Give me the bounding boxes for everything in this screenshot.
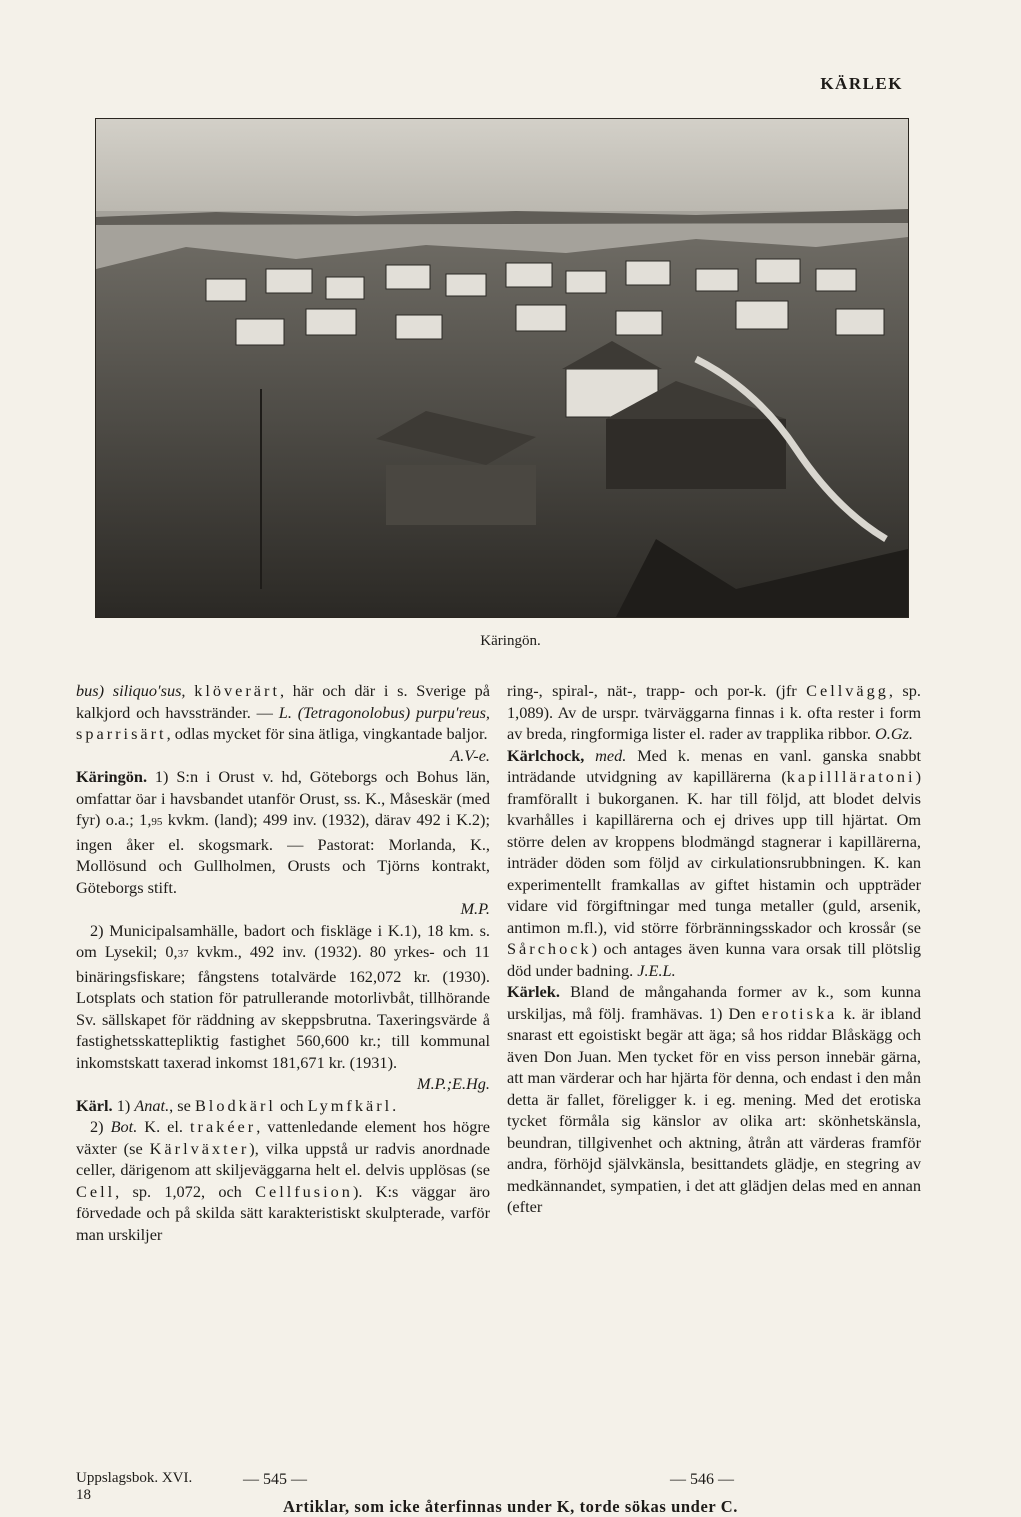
article-paragraph (76, 1095, 490, 1117)
article-paragraph (76, 766, 490, 920)
text-run: O.Gz. (875, 724, 913, 743)
photo-caption: Käringön. (480, 633, 541, 649)
text-run: Cellfusion (255, 1181, 353, 1201)
article-headword: Kärlchock, (507, 745, 585, 765)
article-paragraph (507, 680, 921, 745)
text-run: . (392, 1095, 397, 1115)
article-paragraph (76, 680, 490, 766)
text-run: sparrisärt (76, 724, 167, 743)
text-run: 1) S:n i Orust v. hd, Göteborgs och Bohus län, omfattar öar i havsbandet utanför Orust, ss. K., Måseskär (med fyr) o.a.; 1, (76, 767, 490, 829)
text-run: och (275, 1095, 308, 1115)
text-run: kvkm. (land); 499 inv. (1932), därav 492 i K.2); ingen åker el. skogsmark. — Pastorat: Morlanda, K., Mollösund och Gullholmen, Orusts och Tjörns kontrakt, Göteborgs stift. (76, 810, 490, 897)
photo-kaeringon (95, 118, 909, 618)
text-run: , odlas mycket för sina ätliga, vingkantade baljor. (166, 724, 488, 743)
left-column (76, 680, 490, 1245)
text-run: , sp. 1,072, och (115, 1181, 256, 1201)
text-run: ring-, spiral-, nät-, trapp- och por-k. (jfr (507, 681, 807, 700)
text-run: L. (278, 702, 292, 722)
text-run: (Tetragonolobus) purpu′reus, (297, 702, 491, 722)
article-paragraph (76, 1116, 490, 1245)
author-signature: M.P. (460, 899, 490, 918)
running-head: KÄRLEK (820, 74, 903, 93)
photo-sky (96, 119, 908, 219)
text-run: Cellvägg (806, 681, 889, 700)
photo-dark-house (606, 419, 786, 489)
photo-illustration (96, 119, 908, 617)
footer-book: Uppslagsbok. XVI. (76, 1470, 193, 1486)
article-paragraph (507, 745, 921, 982)
text-run (584, 746, 595, 765)
text-run: ). K:s väggar äro förvedade och på skilda sätt karakteristiskt skulpterade, varför man urskiljer (76, 1181, 491, 1244)
text-run: , se (169, 1095, 195, 1115)
text-run: bus) siliquo′sus, (76, 681, 186, 700)
text-run: Med k. menas en vanl. ganska snabbt inträdande utvidgning av kapillärerna ( (507, 745, 921, 786)
footer-sheet: 18 (76, 1487, 91, 1503)
right-column (507, 680, 921, 1218)
text-run: Sårchock (507, 939, 592, 958)
article-headword: Kärlek. (507, 982, 560, 1001)
text-run: ), vilka uppstå ur radvis anordnade celler, därigenom att skiljeväggarna helt el. delvis upplösas (se (76, 1138, 490, 1179)
photo-shed (386, 465, 536, 525)
text-run: ) framförallt i bukorganen. K. har till följd, att blodet delvis kvarhålles i kapillärerna och ej drives upp till hjärtat. Om större delen av kroppens blodmängd stagnerar i kapillärerna, inträder döden som följd av cirkulationsrubbningen. K. kan experimentellt framkallas av giftet histamin och uppträder vidare vid förgiftningar med tunga metaller (guld, arsenik, antimon m.fl.), vid större förbränningsskador och krossår (se (507, 767, 921, 937)
text-run: Kärlväxter (149, 1138, 250, 1158)
article-headword: Kärl. (76, 1095, 113, 1115)
text-run: Bot. (110, 1117, 138, 1136)
text-run: 95 (151, 816, 163, 828)
text-run: Blodkärl (194, 1095, 276, 1115)
article-paragraph (507, 981, 921, 1218)
text-run: 2) (90, 1117, 111, 1136)
text-run: , sp. 1,089). Av de urspr. tvärväggarna finnas i k. ofta rester i form av breda, ringformiga lister el. rader av trapplika ribbor. (507, 681, 921, 743)
text-run: Cell (76, 1181, 116, 1201)
article-headword: Käringön. (76, 767, 148, 786)
text-run: K. el. (137, 1117, 191, 1136)
text-run: 1) (112, 1095, 135, 1115)
text-run (186, 681, 195, 700)
text-run: J.E.L. (637, 960, 676, 980)
text-run: 2) Municipalsamhälle, badort och fiskläge i K.1), 18 km. s. om Lysekil; 0, (76, 920, 490, 961)
author-signature: M.P.;E.Hg. (417, 1074, 490, 1093)
text-run: Bland de mångahanda former av k., som kunna urskiljas, må följ. framhävas. 1) Den (507, 982, 921, 1023)
text-run: k. är ibland snarast ett egoistiskt begär att äga; så hos riddar Blåskägg och även Don Juan. Men tycket för en viss person innebär gärna, att man värderar och har hjärta för denna, och endast i den mån detta är fallet, föreligger k. i eg. mening. Med det erotiska tycket förmåla sig känslor av olika art: skönhetskänsla, beundran, tillgivenhet och aktning, åtrån att värderas framför andra, förhöjd självkänsla, besittandets glädje, en stegring av medkännandet, sympatien, i det att glädjen delas med en annan (efter (507, 1003, 922, 1216)
text-run: kvkm., 492 inv. (1932). 80 yrkes- och 11 binäringsfiskare; fångstens totalvärde 162,072 kr. (1930). Lotsplats och station för patrullerande motorlivbåt, tillhörande Sv. sällskapet för räddning av skeppsbrutna. Taxeringsvärde å fastighetsskattepliktig fastighet 560,600 kr.; till kommunal inkomstskatt taxerad inkomst 181,671 kr. (1931). (76, 942, 490, 1072)
text-run: 37 (177, 948, 189, 960)
text-run: kapillläratoni (786, 767, 916, 786)
text-run: ) och antages även kunna vara orsak till plötslig död under badning. (507, 939, 921, 980)
author-signature: A.V-e. (450, 745, 490, 765)
page-number-right: — 546 — (670, 1471, 734, 1488)
text-run: trakéer (190, 1117, 257, 1136)
text-run: med. (595, 745, 627, 765)
text-run: klöverärt (194, 681, 280, 700)
article-paragraph (76, 920, 490, 1095)
text-run: Lymfkärl (307, 1095, 393, 1115)
text-run: , vattenledande element hos högre växter (se (76, 1117, 490, 1158)
text-run: , här och där i s. Sverige på kalkjord och havsstränder. — (76, 681, 491, 722)
text-run: Anat. (134, 1095, 170, 1115)
text-run: erotiska (761, 1003, 838, 1023)
bottom-note: Artiklar, som icke återfinnas under K, torde sökas under C. (283, 1497, 738, 1516)
page-number-left: — 545 — (243, 1471, 307, 1488)
